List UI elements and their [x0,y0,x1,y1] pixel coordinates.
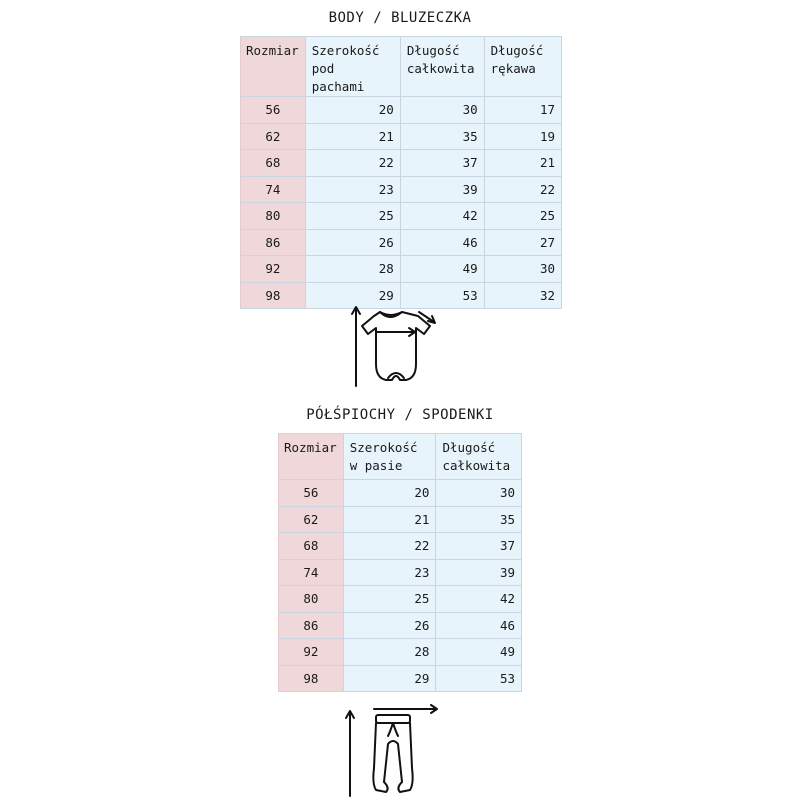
value-cell: 49 [436,639,522,666]
table-row [279,612,522,639]
value-cell: 27 [484,229,561,256]
value-cell: 29 [305,282,400,309]
table-row [279,559,522,586]
value-cell: 28 [343,639,436,666]
bodysuit-measure-icon [346,298,446,392]
value-cell: 46 [436,612,522,639]
value-cell: 42 [400,203,484,230]
value-cell: 21 [343,506,436,533]
table-row [279,586,522,613]
value-cell: 26 [305,229,400,256]
size-cell: 86 [279,612,344,639]
value-cell: 49 [400,256,484,283]
footed-pants-measure-icon [338,704,448,802]
size-cell: 68 [279,533,344,560]
size-cell: 62 [279,506,344,533]
header-size: Rozmiar [279,434,344,480]
value-cell: 35 [400,123,484,150]
size-cell: 92 [279,639,344,666]
value-cell: 46 [400,229,484,256]
table-row [279,533,522,560]
size-cell: 92 [241,256,306,283]
value-cell: 42 [436,586,522,613]
value-cell: 30 [436,480,522,507]
size-cell: 62 [241,123,306,150]
size-cell: 68 [241,150,306,177]
table-row [241,256,562,283]
value-cell: 22 [484,176,561,203]
table-header-row [279,434,522,480]
value-cell: 22 [305,150,400,177]
value-cell: 30 [484,256,561,283]
table-row [241,229,562,256]
body-size-table [240,36,562,309]
value-cell: 39 [400,176,484,203]
value-cell: 23 [305,176,400,203]
value-cell: 19 [484,123,561,150]
table-row [279,506,522,533]
value-cell: 21 [305,123,400,150]
value-cell: 30 [400,97,484,124]
pants-section-title: PÓŁŚPIOCHY / SPODENKI [306,407,494,423]
header-waist-width: Szerokość w pasie [343,434,436,480]
value-cell: 17 [484,97,561,124]
value-cell: 20 [305,97,400,124]
value-cell: 26 [343,612,436,639]
body-section-title: BODY / BLUZECZKA [328,10,472,26]
table-row [241,123,562,150]
value-cell: 25 [484,203,561,230]
value-cell: 21 [484,150,561,177]
header-total-length: Długość całkowita [400,37,484,97]
value-cell: 39 [436,559,522,586]
table-row [241,176,562,203]
value-cell: 28 [305,256,400,283]
size-cell: 56 [279,480,344,507]
table-row [279,665,522,692]
header-total-length: Długość całkowita [436,434,522,480]
value-cell: 23 [343,559,436,586]
size-cell: 74 [279,559,344,586]
header-chest-width: Szerokość pod pachami [305,37,400,97]
table-row [279,480,522,507]
value-cell: 32 [484,282,561,309]
value-cell: 35 [436,506,522,533]
table-row [241,203,562,230]
pants-size-table [278,433,522,692]
value-cell: 37 [436,533,522,560]
header-sleeve-length: Długość rękawa [484,37,561,97]
value-cell: 29 [343,665,436,692]
value-cell: 53 [436,665,522,692]
value-cell: 25 [305,203,400,230]
value-cell: 20 [343,480,436,507]
size-cell: 80 [241,203,306,230]
size-cell: 98 [241,282,306,309]
value-cell: 37 [400,150,484,177]
value-cell: 22 [343,533,436,560]
size-cell: 56 [241,97,306,124]
size-cell: 80 [279,586,344,613]
table-row [279,639,522,666]
size-cell: 86 [241,229,306,256]
header-size: Rozmiar [241,37,306,97]
table-row [241,97,562,124]
value-cell: 25 [343,586,436,613]
size-cell: 98 [279,665,344,692]
table-row [241,150,562,177]
value-cell: 53 [400,282,484,309]
size-cell: 74 [241,176,306,203]
table-header-row [241,37,562,97]
